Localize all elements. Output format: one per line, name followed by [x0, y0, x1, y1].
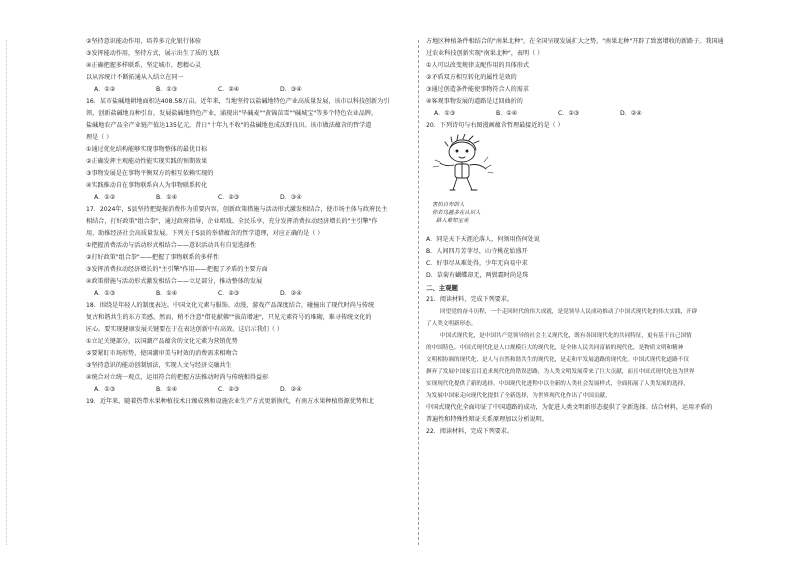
q21-question-line: 中国式现代化全面印证了中国道路的成功，为促进人类文明新形态提供了全新选择。结合材料，运用矛盾的: [426, 404, 713, 411]
q16-stem-line: 理是（ ）: [86, 134, 113, 141]
q17-option-a: A．①③: [94, 290, 116, 297]
question-17: [86, 204, 412, 300]
q21-material-line: 实现现代化提供了新的选择。中国现代化进程中以全新的人类社会发展样式，全面拓展了人类发展的选择，: [426, 381, 689, 387]
q20-option-c: C．好事尽从难处得，少年无向易中求: [426, 260, 528, 267]
q21-material-line: 中国式现代化，是中国共产党领导的社会主义现代化，既有各国现代化的共同特征，更有基于自己国情: [440, 333, 692, 339]
q16-option-c: C．②③: [218, 194, 240, 201]
q18-item: ①立足关键部分，以国潮产品蕴含的文化元素为营销优势: [86, 338, 238, 345]
q18-item: ②要紧盯市场形势，使国潮审美与时效的消费需求相吻合: [86, 350, 238, 357]
q18-option-a: A．①③: [94, 386, 116, 393]
q19-option-a: A．①③: [434, 110, 456, 117]
q20-option-b: B．人间四月芳菲尽，山寺桃花始盛开: [426, 248, 528, 255]
section-title: 二、主观题: [426, 284, 458, 292]
q18-stem-line: 18．围绕是年轻人的制度表达。中国文化元素与服饰、动漫、游戏产品深度结合，碰撞出了现代时尚与传统: [86, 302, 375, 309]
q19-stem-line: 方地区种植条件相结合的"南果北种"，在全国呈现发展扩大之势。"南果北种"开辟了致富增收的新路子。我国通: [426, 38, 724, 45]
q21-question-line: 普遍性和特殊性辩证关系原理加以分析说明。: [426, 416, 548, 423]
q21-material-line: 为发展中国家走向现代化提供了全新选择，为世界现代化作出了中国贡献。: [426, 393, 611, 399]
cartoon-caption-line: 你若鸟越多在认识人: [432, 210, 481, 216]
q21-material-line: 回望党的奋斗历程，一个走回时代的伟大成就，是党领导人民成功推动了中国式现代化的伟大实践，开辟: [440, 309, 698, 315]
question-20: [426, 120, 750, 282]
q17-stem-line: 用，助推经济社会高质量发展。下列关于S县的举措蕴含的哲学道理，对应正确的是（ ）: [86, 230, 324, 237]
q18-option-c: C．②③: [218, 386, 240, 393]
q16-item: ③事物发展是在事物平衡双方的相互依赖实现的: [86, 170, 214, 177]
q16-options: [86, 192, 412, 204]
q18-option-d: D．②④: [280, 386, 302, 393]
q19-item: ②矛盾双方相互转化的属性是效的: [426, 74, 517, 81]
q19-options: [426, 108, 750, 120]
q15-item: 以从容统计不断拓通从入结立在同一: [86, 74, 184, 81]
q19-option-c: C．②③: [558, 110, 580, 117]
q19-option-d: D．②④: [620, 110, 642, 117]
q21-material-line: 摒弃了发展中国家盲目追求现代化的错误思路，为人类文明发展带来了巨大贡献，而且中国式现代化也为世界: [426, 369, 695, 375]
q16-stem-line: 领，创新盐碱地良种引育，发展盐碱地特色产业，涌现出"旱碱麦""黄锦苗雪""碱城宝"等多个特色农业品牌，: [86, 110, 378, 117]
q15-option-b: B．①③: [156, 86, 178, 93]
q18-item: ③坚持意识的能动创制加法，实现人文与经济交融共生: [86, 362, 232, 369]
q21-material-line: 了人类文明新形态。: [426, 321, 477, 327]
q15-item: ②坚持意识能动作用，培养多元化银行体验: [86, 38, 202, 45]
q17-option-b: B．①④: [156, 290, 178, 297]
question-16: [86, 96, 412, 204]
q15-options: [86, 84, 412, 96]
q19-stem-line: 19．近年来，随着热带水果种植技术日臻成熟和设施农业生产方式更新换代，有南方水果种植资源优势和北: [86, 398, 375, 405]
q15-tail: [86, 36, 412, 84]
q17-option-c: C．②③: [218, 290, 240, 297]
q17-options: [86, 288, 412, 300]
q15-option-a: A．①②: [94, 86, 116, 93]
q18-option-b: B．①④: [156, 386, 178, 393]
column-divider: [418, 40, 419, 545]
q21-stem: 21．阅读材料，完成下列要求。: [426, 296, 513, 303]
cartoon-illustration: [426, 134, 526, 232]
left-column: [86, 36, 412, 408]
q18-item: ④统合对立统一观点，运用符合的把握方法推动时尚与传统相得益彰: [86, 374, 269, 381]
q16-item: ④实践推动自在事物联系向人为事物联系转化: [86, 182, 208, 189]
q16-option-d: D．③④: [280, 194, 302, 201]
q15-option-c: C．②④: [218, 86, 240, 93]
q18-stem-line: 匠心。要实现健康发展关键要在于在表达创新中有高效。这启示我们（ ）: [86, 326, 283, 333]
q15-option-d: D．③④: [280, 86, 302, 93]
q17-item: ③发挥消费拉动经济增长的"主引擎"作用——把握了矛盾的主要方面: [86, 266, 268, 273]
q15-item: ④正确把握多样联系，坚定城市、想精心灵: [86, 62, 202, 69]
q19-stem-line: 过农业科技创新实现"南果北种"，表明（ ）: [426, 50, 544, 57]
question-21: [426, 294, 750, 426]
q17-item: ②打好政策"组合拳"——把握了事物联系的多样性: [86, 254, 219, 261]
q17-item: ④政策措施与活动形式激发相结合——立足部分，推动整体的发展: [86, 278, 263, 285]
q17-item: ①把握消费活动与活动形式相结合——意识活动具有自觉选择性: [86, 242, 256, 249]
q16-option-b: B．①④: [156, 194, 178, 201]
q22-stem: 22．阅读材料，完成下列要求。: [426, 428, 513, 435]
cartoon-figure-drawing: [426, 134, 526, 198]
q16-item: ①通过优化结构能够实现事物整体的最优目标: [86, 146, 208, 153]
cartoon-caption-line: 路人难知宝美: [436, 218, 469, 224]
q16-item: ②正确发挥主观能动性能实现实践的预期效果: [86, 158, 208, 165]
q17-stem-line: 相结合，打好政策"组合拳"，通过政府指导，企业唱戏、全民乐享，充分发挥消费拉动经济增长的"主引擎"作: [86, 218, 378, 225]
q21-material-line: 文明相协调的现代化，是人与自然和谐共生的现代化，是走和平发展道路的现代化。中国式现代化道路不仅: [426, 357, 689, 363]
q19-option-b: B．①④: [496, 110, 518, 117]
q18-stem-line: 复古和谐共生的东方美感。然而，稍不注意"借花献佛""拔苗增速"，只见元素符号的堆砌，难寻传统文化的: [86, 314, 372, 321]
q21-material-line: 的中国特色。中国式现代化是人口规模巨大的现代化，是全体人民共同富裕的现代化，是物质文明和精神: [426, 345, 684, 351]
question-19-start: [86, 396, 412, 408]
q17-option-d: D．②④: [280, 290, 302, 297]
q18-options: [86, 384, 412, 396]
q20-option-d: D．草菊有蝴蝶却无，两鬓霜时尚是珠: [426, 272, 529, 279]
q16-stem-line: 盐碱地农产品全产业链产值达135亿元，昔日"十年九不收"的盐碱地也成沃野良田。该市做法蕴含的哲学道: [86, 122, 372, 129]
q19-item: ④客观事物发展的道路是迂回曲折的: [426, 98, 523, 105]
q17-stem-line: 17．2024年，S县坚持把提振消费作为重要内容，创新政策措施与活动形式激发相结合，使市场主体与政府民主: [86, 206, 388, 213]
q16-stem-line: 16．某市盐碱地耕地面积达408.58万亩。近年来，当地坚持以盐碱地特色产业高质量发展，该市以科技创新为引: [86, 98, 390, 105]
cartoon-caption-line: 害怕自卑的人: [432, 202, 465, 208]
question-18: [86, 300, 412, 396]
q20-stem: 20．下列诗句与右图漫画蕴含哲理最接近的是（ ）: [426, 122, 564, 129]
q20-option-a: A．同是天下天涯沦落人，何须用伤何处说: [426, 236, 540, 243]
q16-option-a: A．①②: [94, 194, 116, 201]
q19-item: ①人可以改变规律支配作用的具体形式: [426, 62, 529, 69]
q19-item: ③通过创造条件能使事物符合人的需求: [426, 86, 529, 93]
binding-margin-line: [6, 40, 7, 545]
right-column: [426, 36, 750, 438]
question-19-cont: [426, 36, 750, 120]
q15-item: ③发挥能动作用，坚持方式，展示出生了质的飞跃: [86, 50, 220, 57]
